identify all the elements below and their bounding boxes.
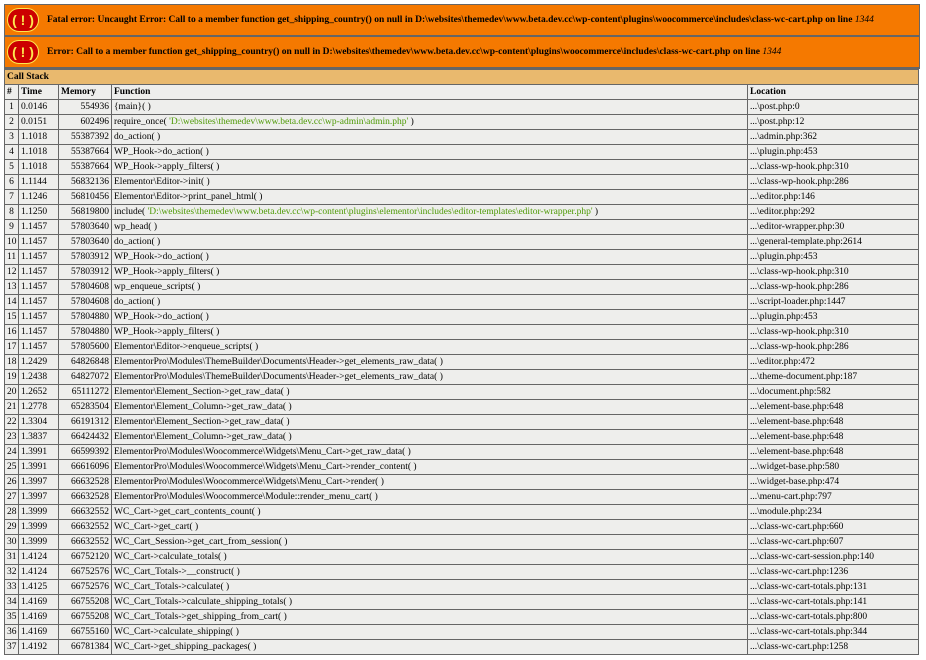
row-memory: 57803640: [59, 235, 112, 250]
row-function: [112, 460, 748, 475]
function-name: Elementor\Editor->init( ): [114, 177, 210, 187]
row-location: ...\class-wp-hook.php:310: [748, 265, 919, 280]
function-name: WC_Cart->get_cart_contents_count( ): [114, 507, 261, 517]
row-time: 1.3997: [19, 490, 59, 505]
table-row: [5, 595, 919, 610]
row-time: 1.2652: [19, 385, 59, 400]
row-index: 1: [5, 100, 19, 115]
table-row: [5, 520, 919, 535]
row-index: 36: [5, 625, 19, 640]
row-index: 10: [5, 235, 19, 250]
row-index: 7: [5, 190, 19, 205]
row-function: [112, 235, 748, 250]
row-location: ...\class-wp-hook.php:310: [748, 325, 919, 340]
row-index: 37: [5, 640, 19, 655]
function-name: WC_Cart->calculate_shipping( ): [114, 627, 239, 637]
row-location: ...\class-wc-cart-totals.php:141: [748, 595, 919, 610]
error-header: [4, 4, 920, 69]
row-memory: 57803912: [59, 265, 112, 280]
table-row: [5, 565, 919, 580]
row-time: 1.3837: [19, 430, 59, 445]
row-time: 1.4192: [19, 640, 59, 655]
row-index: 2: [5, 115, 19, 130]
function-name: ElementorPro\Modules\Woocommerce\Module::render_menu_cart( ): [114, 492, 378, 502]
xdebug-error-report: [4, 4, 918, 655]
row-time: 1.1246: [19, 190, 59, 205]
function-close: ): [592, 207, 599, 217]
row-function: [112, 295, 748, 310]
row-function: [112, 100, 748, 115]
function-name: do_action( ): [114, 132, 161, 142]
call-stack-title: Call Stack: [5, 70, 919, 85]
row-memory: 57804608: [59, 280, 112, 295]
row-location: ...\class-wp-hook.php:286: [748, 280, 919, 295]
row-function: [112, 190, 748, 205]
row-memory: 56819800: [59, 205, 112, 220]
row-index: 32: [5, 565, 19, 580]
col-header-location: Location: [748, 85, 919, 100]
row-index: 27: [5, 490, 19, 505]
row-time: 1.1457: [19, 280, 59, 295]
function-name: WP_Hook->do_action( ): [114, 147, 209, 157]
function-name: do_action( ): [114, 237, 161, 247]
function-name: Elementor\Editor->enqueue_scripts( ): [114, 342, 259, 352]
row-location: ...\class-wc-cart.php:607: [748, 535, 919, 550]
row-location: ...\element-base.php:648: [748, 445, 919, 460]
row-function: [112, 370, 748, 385]
function-name: Elementor\Element_Section->get_raw_data( ): [114, 417, 290, 427]
row-time: 1.3991: [19, 445, 59, 460]
call-stack-table: [4, 69, 919, 655]
function-name: WC_Cart_Totals->__construct( ): [114, 567, 240, 577]
table-row: [5, 625, 919, 640]
table-row: [5, 550, 919, 565]
row-function: [112, 445, 748, 460]
row-function: [112, 565, 748, 580]
function-name: WP_Hook->apply_filters( ): [114, 267, 220, 277]
row-time: 1.1457: [19, 235, 59, 250]
table-row: [5, 385, 919, 400]
row-memory: 66632552: [59, 505, 112, 520]
row-memory: 66632528: [59, 490, 112, 505]
function-name: wp_enqueue_scripts( ): [114, 282, 201, 292]
row-index: 4: [5, 145, 19, 160]
row-memory: 66599392: [59, 445, 112, 460]
row-location: ...\script-loader.php:1447: [748, 295, 919, 310]
row-function: [112, 490, 748, 505]
row-index: 14: [5, 295, 19, 310]
row-memory: 66755160: [59, 625, 112, 640]
row-time: 1.1144: [19, 175, 59, 190]
row-function: [112, 595, 748, 610]
row-time: 1.1457: [19, 325, 59, 340]
function-name: Elementor\Element_Section->get_raw_data( ): [114, 387, 290, 397]
row-index: 5: [5, 160, 19, 175]
row-memory: 65283504: [59, 400, 112, 415]
row-time: 1.4169: [19, 625, 59, 640]
col-header-time: Time: [19, 85, 59, 100]
table-row: [5, 280, 919, 295]
row-function: [112, 265, 748, 280]
row-time: 1.3997: [19, 475, 59, 490]
row-time: 1.3999: [19, 520, 59, 535]
row-memory: 65111272: [59, 385, 112, 400]
row-function: [112, 160, 748, 175]
table-row: [5, 445, 919, 460]
table-row: [5, 100, 919, 115]
table-row: [5, 250, 919, 265]
row-time: 1.1457: [19, 340, 59, 355]
function-name: WC_Cart_Session->get_cart_from_session( ): [114, 537, 288, 547]
row-memory: 66755208: [59, 610, 112, 625]
row-time: 1.3991: [19, 460, 59, 475]
row-location: ...\widget-base.php:474: [748, 475, 919, 490]
row-function: [112, 340, 748, 355]
row-index: 30: [5, 535, 19, 550]
table-row: [5, 610, 919, 625]
row-function: [112, 355, 748, 370]
row-location: ...\plugin.php:453: [748, 145, 919, 160]
table-row: [5, 475, 919, 490]
function-name: include(: [114, 207, 148, 217]
row-time: 0.0146: [19, 100, 59, 115]
row-memory: 55387664: [59, 145, 112, 160]
row-memory: 554936: [59, 100, 112, 115]
row-index: 31: [5, 550, 19, 565]
table-row: [5, 295, 919, 310]
row-location: ...\post.php:12: [748, 115, 919, 130]
row-function: [112, 505, 748, 520]
row-location: ...\editor-wrapper.php:30: [748, 220, 919, 235]
table-row: [5, 115, 919, 130]
row-memory: 66752576: [59, 565, 112, 580]
table-row: [5, 175, 919, 190]
row-memory: 56832136: [59, 175, 112, 190]
col-header-memory: Memory: [59, 85, 112, 100]
row-index: 26: [5, 475, 19, 490]
col-header-function: Function: [112, 85, 748, 100]
row-location: ...\editor.php:146: [748, 190, 919, 205]
row-time: 1.3999: [19, 505, 59, 520]
row-time: 0.0151: [19, 115, 59, 130]
row-location: ...\class-wc-cart-session.php:140: [748, 550, 919, 565]
function-name: Elementor\Element_Column->get_raw_data( ): [114, 432, 292, 442]
row-time: 1.1457: [19, 295, 59, 310]
row-location: ...\class-wc-cart-totals.php:131: [748, 580, 919, 595]
row-index: 29: [5, 520, 19, 535]
row-index: 13: [5, 280, 19, 295]
error-icon: ( ! ): [7, 8, 39, 32]
row-location: ...\menu-cart.php:797: [748, 490, 919, 505]
row-location: ...\class-wc-cart.php:1258: [748, 640, 919, 655]
row-function: [112, 535, 748, 550]
row-time: 1.1457: [19, 310, 59, 325]
table-row: [5, 235, 919, 250]
row-time: 1.3999: [19, 535, 59, 550]
row-time: 1.1457: [19, 220, 59, 235]
table-row: [5, 265, 919, 280]
row-memory: 602496: [59, 115, 112, 130]
row-index: 11: [5, 250, 19, 265]
table-row: [5, 130, 919, 145]
table-row: [5, 205, 919, 220]
row-memory: 66191312: [59, 415, 112, 430]
table-row: [5, 220, 919, 235]
row-time: 1.1018: [19, 130, 59, 145]
row-memory: 64826848: [59, 355, 112, 370]
row-location: ...\plugin.php:453: [748, 310, 919, 325]
table-row: [5, 400, 919, 415]
row-location: ...\class-wp-hook.php:286: [748, 340, 919, 355]
table-row: [5, 460, 919, 475]
row-time: 1.4124: [19, 550, 59, 565]
row-function: [112, 115, 748, 130]
row-location: ...\document.php:582: [748, 385, 919, 400]
row-memory: 66632528: [59, 475, 112, 490]
row-location: ...\element-base.php:648: [748, 415, 919, 430]
row-memory: 66616096: [59, 460, 112, 475]
function-name: wp_head( ): [114, 222, 157, 232]
row-index: 24: [5, 445, 19, 460]
row-memory: 66755208: [59, 595, 112, 610]
row-location: ...\class-wc-cart.php:1236: [748, 565, 919, 580]
row-memory: 66752120: [59, 550, 112, 565]
table-row: [5, 640, 919, 655]
row-function: [112, 250, 748, 265]
row-function: [112, 130, 748, 145]
row-function: [112, 175, 748, 190]
error-row: [5, 36, 919, 68]
table-row: [5, 340, 919, 355]
row-function: [112, 520, 748, 535]
function-name: ElementorPro\Modules\ThemeBuilder\Documents\Header->get_elements_raw_data( ): [114, 357, 443, 367]
row-time: 1.2438: [19, 370, 59, 385]
row-index: 35: [5, 610, 19, 625]
table-row: [5, 325, 919, 340]
function-name: do_action( ): [114, 297, 161, 307]
row-time: 1.1457: [19, 265, 59, 280]
row-index: 21: [5, 400, 19, 415]
row-index: 8: [5, 205, 19, 220]
row-index: 22: [5, 415, 19, 430]
row-memory: 56810456: [59, 190, 112, 205]
row-function: [112, 415, 748, 430]
row-location: ...\plugin.php:453: [748, 250, 919, 265]
row-location: ...\element-base.php:648: [748, 430, 919, 445]
row-location: ...\class-wc-cart.php:660: [748, 520, 919, 535]
table-row: [5, 490, 919, 505]
row-memory: 66781384: [59, 640, 112, 655]
row-index: 19: [5, 370, 19, 385]
row-index: 25: [5, 460, 19, 475]
function-argument: 'D:\websites\themedev\www.beta.dev.cc\wp-content\plugins\elementor\includes\editor-templates\editor-wrapper.php': [147, 207, 593, 217]
table-row: [5, 145, 919, 160]
error-message: Error: Call to a member function get_shipping_country() on null in D:\websites\themedev\www.beta.dev.cc\wp-content\plugins\woocommerce\includes\class-wc-cart.php on line 1344: [47, 47, 782, 57]
row-function: [112, 325, 748, 340]
table-row: [5, 505, 919, 520]
function-name: WC_Cart->calculate_totals( ): [114, 552, 227, 562]
row-index: 23: [5, 430, 19, 445]
row-index: 16: [5, 325, 19, 340]
row-memory: 55387664: [59, 160, 112, 175]
row-memory: 57804608: [59, 295, 112, 310]
error-line-number: 1344: [762, 47, 782, 57]
row-time: 1.4169: [19, 610, 59, 625]
function-name: ElementorPro\Modules\Woocommerce\Widgets\Menu_Cart->get_raw_data( ): [114, 447, 411, 457]
function-name: WP_Hook->apply_filters( ): [114, 327, 220, 337]
row-location: ...\editor.php:472: [748, 355, 919, 370]
row-memory: 66424432: [59, 430, 112, 445]
row-index: 15: [5, 310, 19, 325]
row-function: [112, 580, 748, 595]
row-location: ...\general-template.php:2614: [748, 235, 919, 250]
row-memory: 66752576: [59, 580, 112, 595]
col-header-index: #: [5, 85, 19, 100]
row-time: 1.3304: [19, 415, 59, 430]
table-row: [5, 190, 919, 205]
function-name: WP_Hook->do_action( ): [114, 312, 209, 322]
row-location: ...\post.php:0: [748, 100, 919, 115]
row-location: ...\element-base.php:648: [748, 400, 919, 415]
row-memory: 66632552: [59, 520, 112, 535]
row-function: [112, 145, 748, 160]
function-name: WC_Cart->get_cart( ): [114, 522, 199, 532]
row-index: 34: [5, 595, 19, 610]
row-memory: 55387392: [59, 130, 112, 145]
row-location: ...\class-wp-hook.php:310: [748, 160, 919, 175]
row-function: [112, 640, 748, 655]
table-row: [5, 415, 919, 430]
function-name: WP_Hook->apply_filters( ): [114, 162, 220, 172]
function-close: ): [408, 117, 414, 127]
row-index: 20: [5, 385, 19, 400]
row-time: 1.2429: [19, 355, 59, 370]
row-location: ...\theme-document.php:187: [748, 370, 919, 385]
function-name: WC_Cart->get_shipping_packages( ): [114, 642, 257, 652]
row-time: 1.1250: [19, 205, 59, 220]
row-time: 1.1018: [19, 160, 59, 175]
function-name: ElementorPro\Modules\Woocommerce\Widgets\Menu_Cart->render_content( ): [114, 462, 417, 472]
function-name: Elementor\Element_Column->get_raw_data( ): [114, 402, 292, 412]
row-index: 6: [5, 175, 19, 190]
row-function: [112, 385, 748, 400]
row-index: 17: [5, 340, 19, 355]
row-function: [112, 310, 748, 325]
fatal-error-row: [5, 5, 919, 36]
row-memory: 57804880: [59, 325, 112, 340]
row-location: ...\editor.php:292: [748, 205, 919, 220]
row-memory: 57804880: [59, 310, 112, 325]
row-index: 18: [5, 355, 19, 370]
row-index: 9: [5, 220, 19, 235]
table-row: [5, 430, 919, 445]
function-name: WC_Cart_Totals->calculate( ): [114, 582, 230, 592]
row-memory: 57803640: [59, 220, 112, 235]
row-function: [112, 430, 748, 445]
row-time: 1.4124: [19, 565, 59, 580]
fatal-error-message: Fatal error: Uncaught Error: Call to a member function get_shipping_country() on null in D:\websites\themedev\www.beta.dev.cc\wp-content\plugins\woocommerce\includes\class-wc-cart.php on line 1344: [47, 15, 874, 25]
function-name: ElementorPro\Modules\Woocommerce\Widgets\Menu_Cart->render( ): [114, 477, 384, 487]
row-time: 1.2778: [19, 400, 59, 415]
row-index: 12: [5, 265, 19, 280]
table-row: [5, 310, 919, 325]
row-location: ...\module.php:234: [748, 505, 919, 520]
row-function: [112, 475, 748, 490]
table-row: [5, 160, 919, 175]
row-function: [112, 625, 748, 640]
row-location: ...\class-wc-cart-totals.php:800: [748, 610, 919, 625]
function-name: WC_Cart_Totals->get_shipping_from_cart( ): [114, 612, 287, 622]
row-function: [112, 205, 748, 220]
function-name: WP_Hook->do_action( ): [114, 252, 209, 262]
row-time: 1.4169: [19, 595, 59, 610]
function-name: require_once(: [114, 117, 170, 127]
row-time: 1.4125: [19, 580, 59, 595]
row-memory: 57805600: [59, 340, 112, 355]
row-index: 3: [5, 130, 19, 145]
table-row: [5, 580, 919, 595]
row-location: ...\class-wp-hook.php:286: [748, 175, 919, 190]
table-row: [5, 370, 919, 385]
row-function: [112, 400, 748, 415]
row-function: [112, 550, 748, 565]
function-name: Elementor\Editor->print_panel_html( ): [114, 192, 263, 202]
function-name: {main}( ): [114, 102, 151, 112]
row-memory: 66632552: [59, 535, 112, 550]
row-memory: 57803912: [59, 250, 112, 265]
row-location: ...\admin.php:362: [748, 130, 919, 145]
row-location: ...\widget-base.php:580: [748, 460, 919, 475]
row-time: 1.1018: [19, 145, 59, 160]
row-index: 28: [5, 505, 19, 520]
row-location: ...\class-wc-cart-totals.php:344: [748, 625, 919, 640]
row-index: 33: [5, 580, 19, 595]
row-function: [112, 280, 748, 295]
table-row: [5, 355, 919, 370]
error-icon: ( ! ): [7, 40, 39, 64]
row-memory: 64827072: [59, 370, 112, 385]
row-function: [112, 610, 748, 625]
function-argument: 'D:\websites\themedev\www.beta.dev.cc\wp-admin\admin.php': [169, 117, 409, 127]
row-function: [112, 220, 748, 235]
error-line-number: 1344: [854, 15, 874, 25]
function-name: WC_Cart_Totals->calculate_shipping_totals( ): [114, 597, 293, 607]
function-name: ElementorPro\Modules\ThemeBuilder\Documents\Header->get_elements_raw_data( ): [114, 372, 443, 382]
table-row: [5, 535, 919, 550]
row-time: 1.1457: [19, 250, 59, 265]
